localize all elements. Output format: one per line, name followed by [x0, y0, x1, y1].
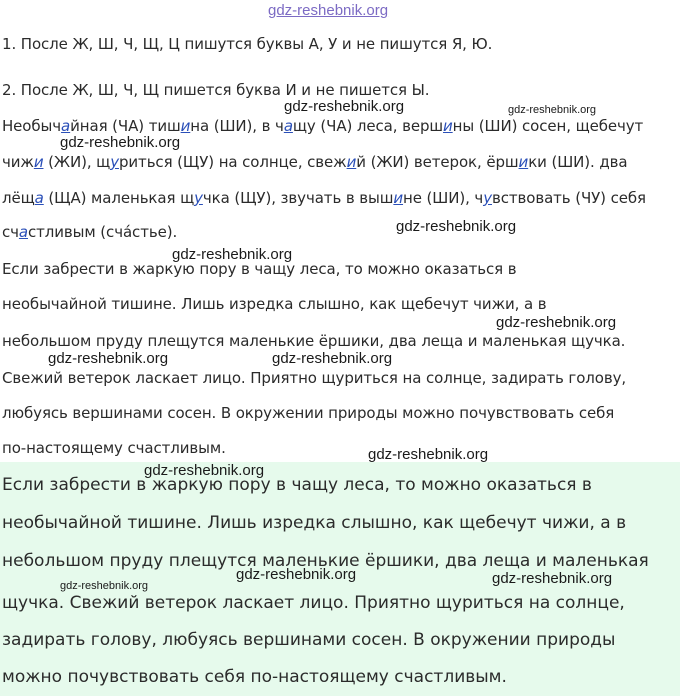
watermark: gdz-reshebnik.org	[48, 350, 169, 367]
watermark: gdz-reshebnik.org	[508, 104, 597, 116]
rule-2: 2. После Ж, Ш, Ч, Щ пишется буква И и не пишется Ы.	[2, 81, 430, 99]
highlighted-letter: а	[18, 223, 29, 241]
highlighted-letter: и	[518, 153, 529, 171]
text2-line-1: Если забрести в жаркую пору в чащу леса, то можно оказаться в	[2, 475, 592, 495]
watermark: gdz-reshebnik.org	[144, 462, 265, 479]
analysis-line-1: Необычайная (ЧА) тишина (ШИ), в чащу (ЧА) леса, вершины (ШИ) сосен, щебечут	[2, 117, 644, 135]
highlighted-letter: у	[483, 189, 492, 207]
analysis-line-2: чижи (ЖИ), щуриться (ЩУ) на солнце, свежий (ЖИ) ветерок, ёршики (ШИ). два	[2, 153, 628, 171]
watermark: gdz-reshebnik.org	[284, 98, 405, 115]
analysis-line-3: лёща (ЩА) маленькая щучка (ЩУ), звучать в вышине (ШИ), чувствовать (ЧУ) себя	[2, 189, 646, 207]
highlighted-letter: и	[33, 153, 44, 171]
text2-line-3: небольшом пруду плещутся маленькие ёршики, два леща и маленькая	[2, 551, 649, 571]
analysis-line-4: счастливым (сча́стье).	[2, 223, 178, 241]
watermark: gdz-reshebnik.org	[60, 134, 181, 151]
highlighted-letter: и	[346, 153, 357, 171]
highlighted-letter: и	[180, 117, 191, 135]
highlighted-letter: а	[34, 189, 44, 207]
highlighted-letter: у	[110, 153, 119, 171]
text2-line-2: необычайной тишине. Лишь изредка слышно, как щебечут чижи, а в	[2, 513, 627, 533]
text1-line-5: любуясь вершинами сосен. В окружении природы можно почувствовать себя	[2, 404, 615, 422]
text2-line-4: щучка. Свежий ветерок ласкает лицо. Приятно щуриться на солнце,	[2, 593, 625, 613]
watermark: gdz-reshebnik.org	[396, 218, 517, 235]
watermark: gdz-reshebnik.org	[496, 314, 617, 331]
watermark: gdz-reshebnik.org	[492, 570, 613, 587]
watermark: gdz-reshebnik.org	[272, 350, 393, 367]
watermark: gdz-reshebnik.org	[60, 580, 149, 592]
watermark: gdz-reshebnik.org	[172, 246, 293, 263]
text2-line-5: задирать голову, любуясь вершинами сосен. В окружении природы	[2, 630, 616, 650]
text1-line-6: по-настоящему счастливым.	[2, 439, 226, 457]
highlighted-letter: и	[443, 117, 453, 135]
watermark: gdz-reshebnik.org	[368, 446, 489, 463]
highlighted-letter: а	[61, 117, 71, 135]
text2-line-6: можно почувствовать себя по-настоящему счастливым.	[2, 667, 507, 687]
watermark: gdz-reshebnik.org	[236, 566, 357, 583]
rule-1: 1. После Ж, Ш, Ч, Щ, Ц пишутся буквы А, У и не пишутся Я, Ю.	[2, 35, 493, 53]
text1-line-1: Если забрести в жаркую пору в чащу леса, то можно оказаться в	[2, 260, 517, 278]
watermark-top: gdz-reshebnik.org	[268, 2, 389, 19]
text1-line-2: необычайной тишине. Лишь изредка слышно, как щебечут чижи, а в	[2, 295, 547, 313]
highlighted-letter: а	[283, 117, 293, 135]
highlighted-letter: и	[393, 189, 404, 207]
text1-line-4: Свежий ветерок ласкает лицо. Приятно щуриться на солнце, задирать голову,	[2, 369, 627, 387]
text1-line-3: небольшом пруду плещутся маленькие ёршики, два леща и маленькая щучка.	[2, 332, 626, 350]
highlighted-letter: у	[194, 189, 203, 207]
